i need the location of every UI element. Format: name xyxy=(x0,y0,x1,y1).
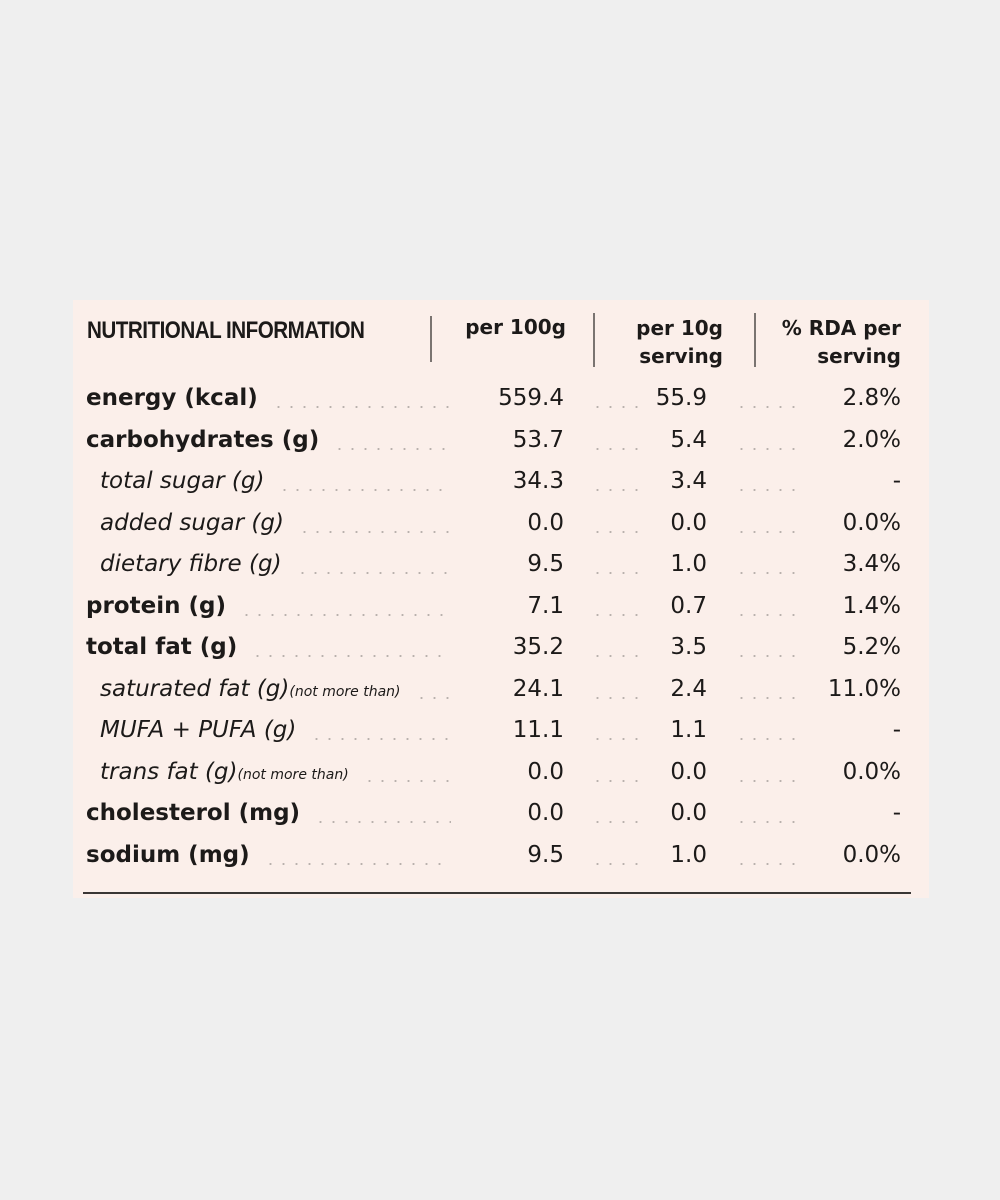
nutrient-label: trans fat (g) xyxy=(100,758,238,785)
nutrient-label: cholesterol (mg) xyxy=(86,800,301,826)
value-per-serving: 3.4 xyxy=(670,468,707,494)
leader-dots xyxy=(264,863,451,865)
column-header-rda xyxy=(782,314,901,370)
value-rda: 0.0% xyxy=(842,758,901,785)
table-row xyxy=(73,795,929,837)
nutrient-label: dietary fibre (g) xyxy=(100,551,282,577)
leader-dots xyxy=(591,531,639,533)
column-header-per-serving xyxy=(636,314,723,370)
table-row xyxy=(73,380,929,422)
column-divider xyxy=(430,316,432,362)
nutrient-label: saturated fat (g) xyxy=(100,675,290,702)
value-rda: - xyxy=(892,717,901,743)
nutrient-name xyxy=(100,756,349,791)
nutrient-name xyxy=(100,673,401,708)
leader-dots xyxy=(735,489,795,491)
value-per-serving: 0.7 xyxy=(670,592,707,619)
value-per-100g: 24.1 xyxy=(512,675,564,702)
leader-dots xyxy=(735,448,795,450)
leader-dots xyxy=(735,821,795,823)
leader-dots xyxy=(415,697,451,699)
value-rda: 11.0% xyxy=(827,675,901,702)
leader-dots xyxy=(333,448,451,450)
leader-dots xyxy=(591,614,639,616)
value-per-serving: 1.0 xyxy=(670,841,707,868)
leader-dots xyxy=(591,738,639,740)
value-per-100g: 35.2 xyxy=(512,634,564,660)
leader-dots xyxy=(591,406,639,408)
value-per-serving: 0.0 xyxy=(670,758,707,785)
table-row xyxy=(73,588,929,630)
column-header-line1: per 10g xyxy=(636,316,723,340)
value-rda: - xyxy=(892,800,901,826)
table-row xyxy=(73,629,929,671)
table-row xyxy=(73,754,929,796)
table-row xyxy=(73,505,929,547)
leader-dots xyxy=(272,406,451,408)
nutrient-name xyxy=(100,507,284,539)
column-header-line2: serving xyxy=(817,344,901,368)
leader-dots xyxy=(591,572,639,574)
column-divider xyxy=(754,313,756,367)
table-row xyxy=(73,546,929,588)
leader-dots xyxy=(591,655,639,657)
value-per-100g: 0.0 xyxy=(527,758,564,785)
value-per-100g: 7.1 xyxy=(527,592,564,619)
value-per-serving: 1.1 xyxy=(670,717,707,743)
value-per-serving: 3.5 xyxy=(670,634,707,660)
value-per-100g: 34.3 xyxy=(512,468,564,494)
column-header-line1: % RDA per xyxy=(781,316,901,340)
nutrient-label: sodium (mg) xyxy=(86,841,250,868)
leader-dots xyxy=(278,489,451,491)
value-per-100g: 9.5 xyxy=(527,551,564,577)
nutrient-label: total sugar (g) xyxy=(100,468,265,494)
nutrient-label: energy (kcal) xyxy=(86,385,258,411)
leader-dots xyxy=(240,614,451,616)
value-per-serving: 0.0 xyxy=(670,800,707,826)
leader-dots xyxy=(296,572,451,574)
value-per-100g: 9.5 xyxy=(527,841,564,868)
value-per-100g: 0.0 xyxy=(527,509,564,536)
column-divider xyxy=(593,313,595,367)
leader-dots xyxy=(735,738,795,740)
table-row xyxy=(73,463,929,505)
leader-dots xyxy=(591,821,639,823)
leader-dots xyxy=(363,780,451,782)
leader-dots xyxy=(735,531,795,533)
value-rda: 0.0% xyxy=(842,841,901,868)
value-rda: 0.0% xyxy=(842,509,901,536)
value-rda: 2.8% xyxy=(842,385,901,411)
table-row xyxy=(73,837,929,879)
bottom-rule xyxy=(83,892,911,894)
table-header xyxy=(73,300,929,380)
nutrient-name xyxy=(100,465,264,497)
table-row xyxy=(73,671,929,713)
value-per-100g: 0.0 xyxy=(527,800,564,826)
value-per-100g: 53.7 xyxy=(512,426,564,453)
nutrient-label: protein (g) xyxy=(86,592,226,619)
leader-dots xyxy=(591,697,639,699)
value-rda: 2.0% xyxy=(842,426,901,453)
leader-dots xyxy=(735,406,795,408)
nutrient-name xyxy=(100,714,296,746)
nutrient-label: added sugar (g) xyxy=(100,509,284,536)
nutrient-name xyxy=(86,382,258,414)
nutrient-name xyxy=(86,631,237,663)
value-per-serving: 55.9 xyxy=(655,385,707,411)
nutrient-label: carbohydrates (g) xyxy=(86,426,320,453)
nutrient-label: total fat (g) xyxy=(86,634,238,660)
value-per-serving: 2.4 xyxy=(670,675,707,702)
column-header-line1: per 100g xyxy=(465,315,566,339)
table-title: NUTRITIONAL INFORMATION xyxy=(87,317,365,344)
leader-dots xyxy=(735,614,795,616)
leader-dots xyxy=(735,697,795,699)
leader-dots xyxy=(735,780,795,782)
nutrient-name xyxy=(86,424,319,456)
value-per-100g: 559.4 xyxy=(498,385,564,411)
nutrient-name xyxy=(86,797,300,829)
value-rda: 5.2% xyxy=(842,634,901,660)
value-per-serving: 0.0 xyxy=(670,509,707,536)
leader-dots xyxy=(591,780,639,782)
leader-dots xyxy=(735,863,795,865)
value-per-100g: 11.1 xyxy=(512,717,564,743)
nutrient-note: (not more than) xyxy=(289,683,401,700)
column-header-line2: serving xyxy=(639,344,723,368)
value-per-serving: 1.0 xyxy=(670,551,707,577)
value-per-serving: 5.4 xyxy=(670,426,707,453)
table-row xyxy=(73,712,929,754)
leader-dots xyxy=(591,489,639,491)
nutrient-note: (not more than) xyxy=(237,766,349,783)
leader-dots xyxy=(591,863,639,865)
leader-dots xyxy=(735,655,795,657)
leader-dots xyxy=(735,572,795,574)
leader-dots xyxy=(310,738,451,740)
table-row xyxy=(73,422,929,464)
leader-dots xyxy=(298,531,451,533)
value-rda: 3.4% xyxy=(842,551,901,577)
leader-dots xyxy=(591,448,639,450)
value-rda: - xyxy=(892,468,901,494)
leader-dots xyxy=(251,655,451,657)
nutrient-name xyxy=(86,839,250,871)
value-rda: 1.4% xyxy=(842,592,901,619)
nutrition-label xyxy=(73,300,929,898)
nutrient-name xyxy=(100,548,282,580)
leader-dots xyxy=(314,821,451,823)
nutrient-name xyxy=(86,590,226,622)
nutrient-rows xyxy=(73,380,929,878)
column-header-per-100g xyxy=(465,313,566,341)
nutrient-label: MUFA + PUFA (g) xyxy=(100,717,297,743)
